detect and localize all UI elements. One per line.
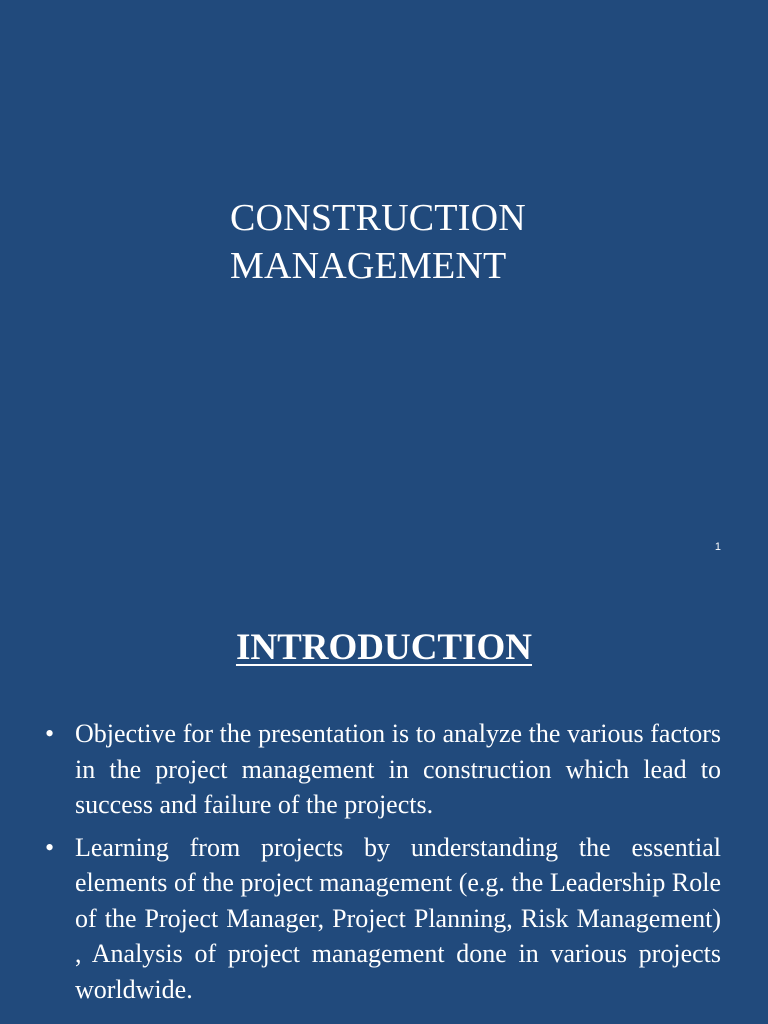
bullet-text: Learning from projects by understanding the essential elements of the project management (e.g. the Leadership Role of the Project Manager, Project Planning, Risk Management) , Analysis of project management done in various projects worldwide. bbox=[75, 832, 721, 1004]
slide-introduction bbox=[0, 576, 768, 1024]
bullet-icon: • bbox=[45, 832, 55, 862]
bullet-icon: • bbox=[45, 719, 55, 748]
slide-title-text bbox=[230, 194, 526, 290]
page-number: 1 bbox=[714, 541, 721, 553]
title-line-2: MANAGEMENT bbox=[230, 245, 507, 287]
bullet-text: Objective for the presentation is to analyze the various factors in the project management in construction which lead to success and failure of the projects. bbox=[75, 719, 721, 819]
bullet-item bbox=[45, 716, 721, 823]
slide-heading: INTRODUCTION bbox=[235, 627, 533, 668]
title-line-1: CONSTRUCTION bbox=[230, 197, 526, 239]
bullet-list bbox=[45, 716, 721, 1014]
bullet-item bbox=[45, 830, 721, 1008]
